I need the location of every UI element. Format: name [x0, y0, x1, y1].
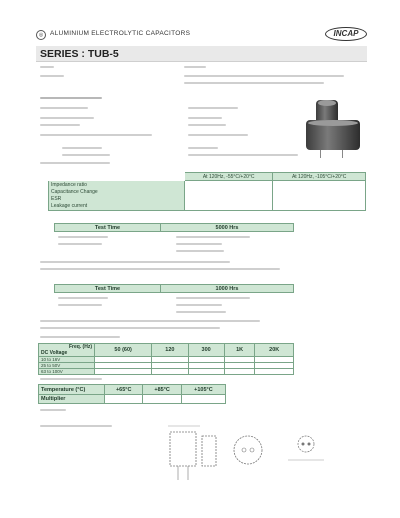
frequency-note	[40, 378, 102, 380]
impedance-col-2: At 120Hz, -105°C/+20°C	[273, 173, 366, 181]
frequency-col-3: 300	[188, 344, 224, 357]
test-table-1000-value: 1000 Hrs	[161, 285, 294, 293]
impedance-row-3: ESR	[51, 196, 62, 202]
impedance-row-4: Leakage current	[51, 203, 88, 209]
frequency-col-5: 20K	[255, 344, 294, 357]
temperature-col-1: +65°C	[105, 385, 143, 395]
impedance-table	[48, 172, 366, 211]
capacitor-photo	[306, 98, 362, 158]
impedance-cell-2	[273, 181, 366, 211]
frequency-col-1: 50 (60)	[95, 344, 152, 357]
test-table-5000	[54, 223, 294, 232]
impedance-corner	[49, 173, 185, 181]
frequency-row-2: 25 to 50V	[39, 363, 95, 369]
frequency-row-1: 10 to 16V	[39, 357, 95, 363]
temperature-header: Temperature (°C)	[39, 385, 105, 395]
test-table-1000	[54, 284, 294, 293]
header-title: ALUMINIUM ELECTROLYTIC CAPACITORS	[50, 30, 191, 37]
test-table-5000-label: Test Time	[55, 224, 161, 232]
impedance-cell-1	[185, 181, 273, 211]
test-table-5000-value: 5000 Hrs	[161, 224, 294, 232]
temperature-col-2: +85°C	[143, 385, 181, 395]
frequency-corner-top: Freq. (Hz)	[68, 344, 92, 350]
frequency-col-4: 1K	[224, 344, 255, 357]
series-title: SERIES : TUB-5	[40, 48, 119, 60]
impedance-row-1: Impedance ratio	[51, 182, 87, 188]
test-table-1000-label: Test Time	[55, 285, 161, 293]
frequency-row-3: 63 to 100V	[39, 369, 95, 375]
temperature-col-3: +105°C	[181, 385, 225, 395]
dimension-diagram	[160, 420, 360, 490]
impedance-col-1: At 120Hz, -55°C/+20°C	[185, 173, 273, 181]
impedance-row-labels	[49, 181, 185, 211]
company-logo-icon: ◎	[36, 30, 46, 40]
frequency-corner	[39, 344, 95, 357]
frequency-col-2: 120	[152, 344, 188, 357]
frequency-table	[38, 343, 294, 375]
temperature-table	[38, 384, 226, 404]
brand-logo: INCAP	[325, 27, 367, 41]
impedance-row-2: Capacitance Change	[51, 189, 98, 195]
temperature-row-label: Multiplier	[39, 395, 105, 404]
series-banner	[36, 46, 367, 62]
frequency-corner-bottom: DC Voltage	[41, 350, 68, 356]
page-header	[36, 27, 367, 43]
